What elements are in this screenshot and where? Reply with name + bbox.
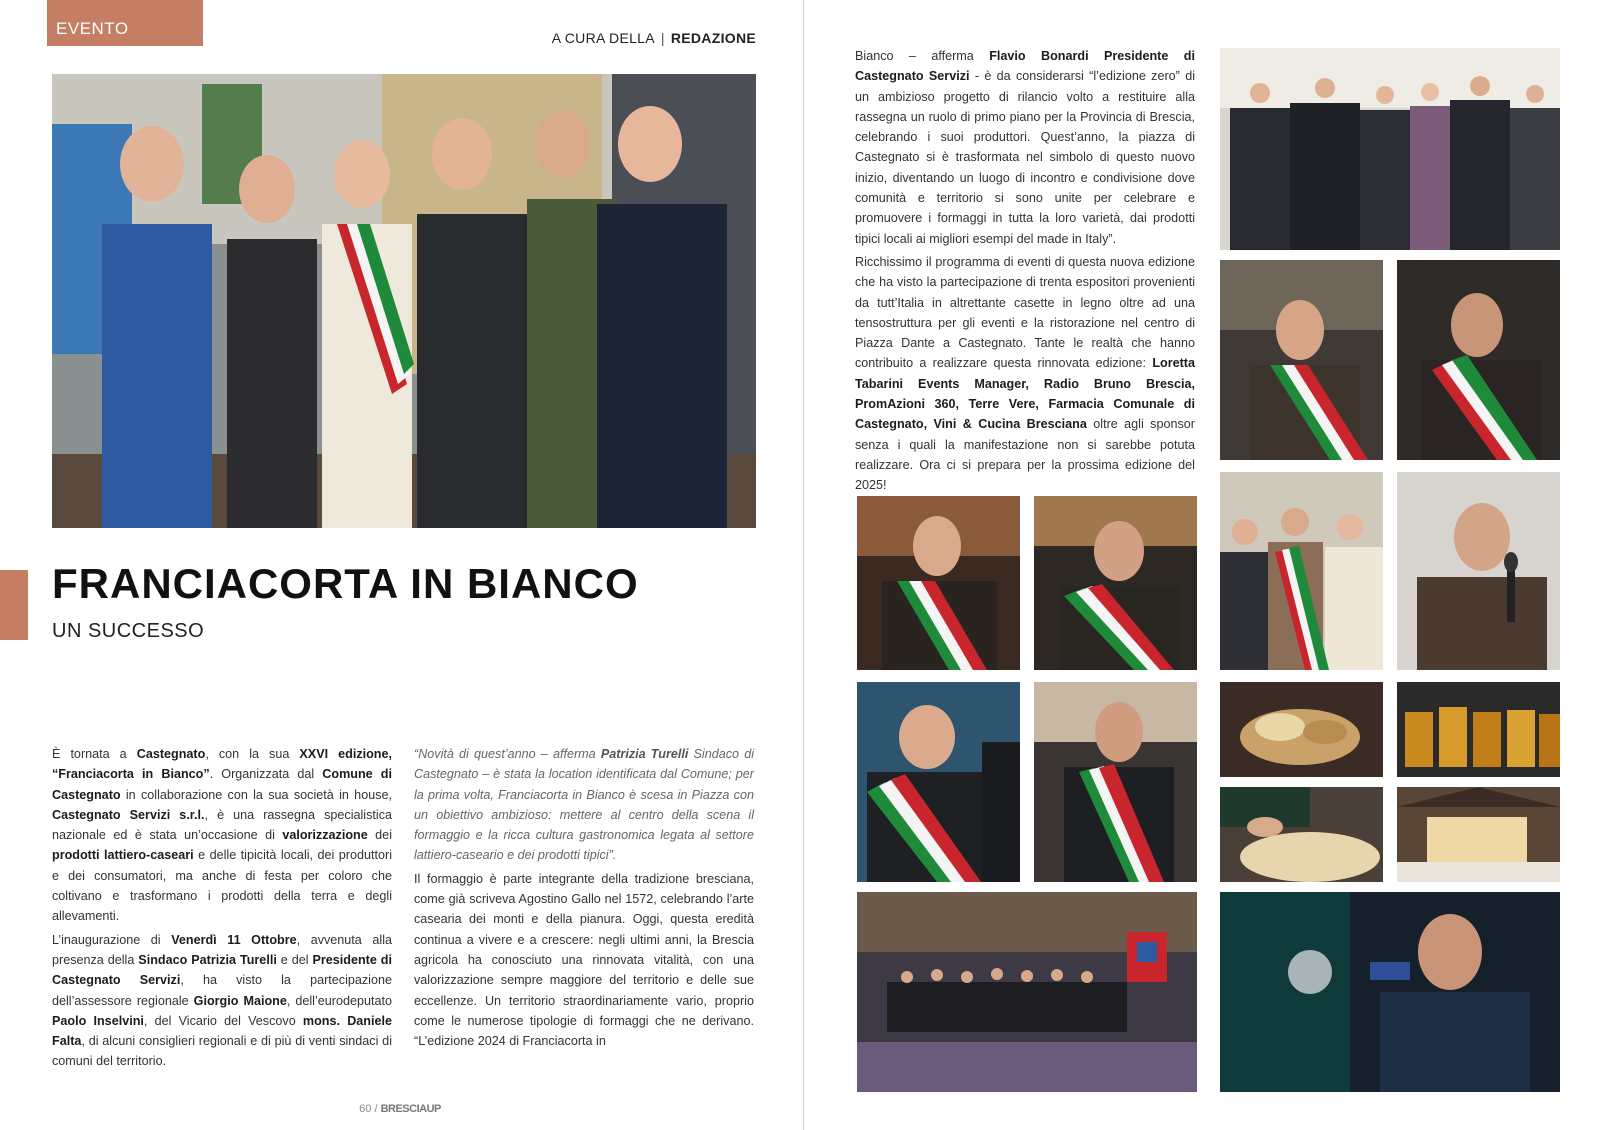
byline: [440, 30, 756, 46]
col1-paragraph-1: [52, 744, 392, 927]
mayor-quote: [414, 744, 754, 866]
body-text: Sindaco di Castegnato – è stata la location identificata dal Comune; per la prima volta, Franciacorta in Bianco è scesa in Piazza con un obiettivo ambizioso: mettere al centro della scena il formaggio e la ricca cultura gastronomica legata al settore lattiero-caseario e dei prodotti tipici”.: [414, 747, 754, 863]
emphasis-text: Presidente di Castegnato Servizi: [52, 952, 392, 988]
body-text: Il formaggio è parte integrante della tradizione bresciana, come già scriveva Agostino Gallo nel 1572, celebrando l’arte casearia dei monti e della pianura. Oggi, questa eredità continua a vivere e a crescere: negli ultimi anni, la Brescia agricola ha conosciuto una rinnovata vitalità, con una valorizzazione sempre maggiore del territorio e delle sue eccellenze. Un territorio straordinariamente vario, proprio come le numerose tipologie di formaggi che ne derivano. “L’edizione 2024 di Franciacorta in: [414, 871, 754, 1049]
page-number: 60: [359, 1103, 372, 1115]
emphasis-text: Paolo Inselvini: [52, 1013, 144, 1028]
photo-mayor-sash-6: [1034, 682, 1197, 882]
photo-honey-jars: [1397, 682, 1560, 777]
emphasis-text: mons. Daniele Falta: [52, 1013, 392, 1049]
article-column-2: [414, 744, 754, 1054]
emphasis-text: Patrizia Turelli: [600, 747, 689, 761]
magazine-brand: BRESCIAUP: [380, 1103, 441, 1115]
body-text: - è da considerarsi “l’edizione zero” di un ambizioso progetto di rilancio volto a restituire alla rassegna un ruolo di primo piano per la Provincia di Brescia, celebrando i suoi produttori. Quest’anno, la piazza di Castegnato si è trasformata nel simbolo di questo nuovo inizio, diventando un luogo di incontro e condivisione dove comunità e territorio si sono unite per celebrare e promuovere i formaggi in tutta la loro varietà, dai prodotti tipici locali ai migliori esempi del made in Italy”.: [855, 69, 1195, 246]
body-text: Ricchissimo il programma di eventi di questa nuova edizione che ha visto la partecipazione di trenta espositori provenienti da tutt’Italia in altrettante casette in legno oltre ad una tensostruttura per gli eventi e la ristorazione nel centro di Piazza Dante a Castegnato. Tante le realtà che hanno contribuito a realizzare questa rinnovata edizione:: [855, 254, 1195, 371]
body-text: , è una rassegna specialistica nazionale ed è stata un’occasione di: [52, 807, 392, 843]
emphasis-text: XXVI edizione, “Franciacorta in Bianco”: [52, 747, 393, 782]
photo-mayor-sash-5: [857, 682, 1020, 882]
emphasis-text: Castegnato: [136, 747, 206, 761]
photo-group-sashes: [1220, 472, 1383, 670]
photo-marching-band: [857, 892, 1197, 1092]
body-text: Bianco – afferma: [855, 49, 990, 63]
body-text: . Organizzata dal: [209, 767, 323, 782]
body-text: oltre agli sponsor senza i quali la manifestazione non si sarebbe potuta realizzare. Ora ci si prepara per la prossima edizione del 2025!: [855, 417, 1195, 493]
photo-mayor-sash-3: [857, 496, 1020, 670]
body-text: e del: [276, 952, 313, 967]
footer-separator: /: [374, 1103, 378, 1115]
body-text: È tornata a: [52, 747, 137, 761]
body-text: dei: [367, 828, 392, 843]
article-column-3: [855, 46, 1195, 499]
col1-paragraph-2: [52, 930, 392, 1072]
body-text: e delle tipicità locali, dei produttori e dei consumatori, ma anche di festa per coloro che coltivano e trasformano i prodotti della terra e degli allevamenti.: [52, 848, 392, 924]
emphasis-text: Flavio Bonardi Presidente di Castegnato Servizi: [855, 49, 1195, 84]
photo-cheese-stall: [1220, 682, 1383, 777]
emphasis-text: Giorgio Maione: [193, 993, 287, 1008]
byline-separator: |: [660, 30, 665, 46]
body-text: , di alcuni consiglieri regionali e di più di venti sindaci di comuni del territorio.: [52, 1034, 392, 1069]
byline-prefix: A CURA DELLA: [551, 30, 655, 46]
photo-wooden-chalet: [1397, 787, 1560, 882]
photo-mayor-sash-4: [1034, 496, 1197, 670]
article-column-1: [52, 744, 392, 1075]
col3-paragraph-1: [855, 46, 1195, 249]
section-tag: EVENTO: [47, 0, 203, 46]
photo-interview-microphone: [1397, 472, 1560, 670]
photo-mayor-sash-2: [1397, 260, 1560, 460]
emphasis-text: Castegnato Servizi s.r.l.: [52, 807, 205, 822]
emphasis-text: valorizzazione: [282, 828, 368, 843]
photo-mayor-sash-1: [1220, 260, 1383, 460]
photo-tv-interview: [1220, 892, 1560, 1092]
emphasis-text: prodotti lattiero-caseari: [52, 848, 194, 863]
emphasis-text: Loretta Tabarini Events Manager, Radio Bruno Brescia, PromAzioni 360, Terre Vere, Farmacia Comunale di Castegnato, Vini & Cucina Bresciana: [855, 356, 1195, 432]
body-text: in collaborazione con la sua società in house,: [120, 787, 392, 802]
body-text: , ha visto la partecipazione dell’assessore regionale: [52, 973, 392, 1008]
article-title: FRANCIACORTA IN BIANCO: [52, 560, 639, 607]
emphasis-text: Sindaco Patrizia Turelli: [138, 952, 277, 967]
col2-paragraph-2: [414, 869, 754, 1052]
article-subtitle: UN SUCCESSO: [52, 620, 205, 642]
body-text: “Novità di quest’anno – afferma: [414, 747, 601, 761]
photo-ribbon-cutting: [1220, 48, 1560, 250]
emphasis-text: Venerdì 11 Ottobre: [171, 932, 297, 947]
body-text: L’inaugurazione di: [52, 932, 172, 947]
byline-name: REDAZIONE: [670, 30, 756, 46]
emphasis-text: Comune di Castegnato: [52, 767, 392, 802]
photo-cheese-cutting: [1220, 787, 1383, 882]
page-spine: [803, 0, 804, 1130]
body-text: , avvenuta alla presenza della: [52, 932, 392, 967]
main-group-photo: [52, 74, 756, 528]
col3-paragraph-2: [855, 252, 1195, 496]
body-text: , dell’eurodeputato: [286, 993, 392, 1008]
body-text: , del Vicario del Vescovo: [143, 1013, 303, 1028]
body-text: , con la sua: [205, 747, 300, 761]
accent-bar: [0, 570, 28, 640]
page-footer: [330, 1103, 470, 1115]
